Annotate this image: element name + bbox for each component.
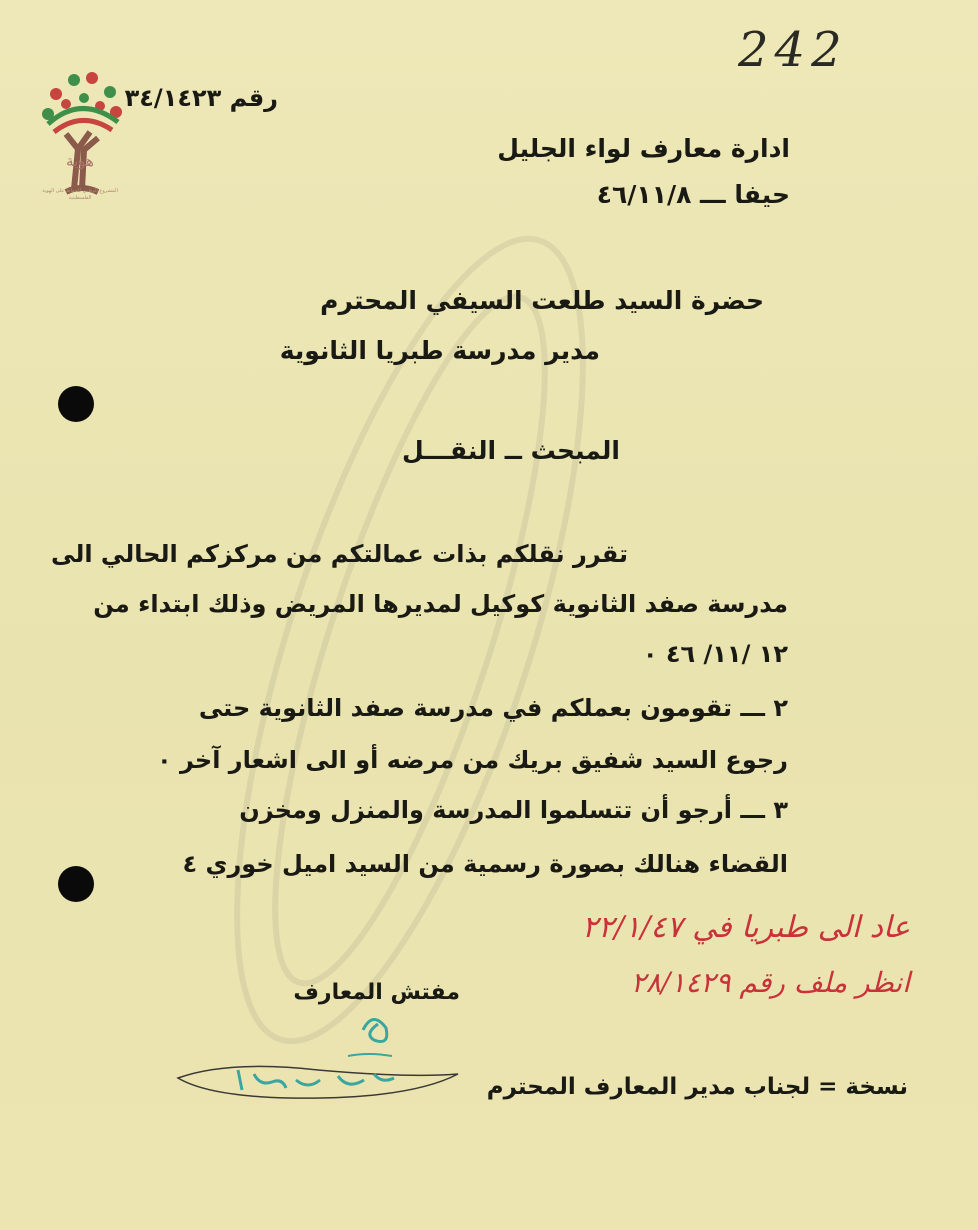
punch-hole-bottom [58, 866, 94, 902]
handwritten-note-2: انظر ملف رقم ٢٨/١٤٢٩ [630, 966, 910, 999]
subject-line: المبحث ــ النقـــل [401, 436, 620, 465]
recipient-role: مدير مدرسة طبريا الثانوية [279, 336, 600, 365]
body-line-3: ١٢ /١١/ ٤٦ ٠ [642, 640, 788, 668]
reference-number: رقم ٣٤/١٤٢٣ [124, 84, 278, 112]
body-line-5: رجوع السيد شفيق بريك من مرضه أو الى اشعار آخر ٠ [156, 746, 788, 774]
issuing-department: ادارة معارف لواء الجليل [497, 134, 790, 163]
recipient-salutation: حضرة السيد طلعت السيفي المحترم [320, 286, 764, 315]
body-line-2: مدرسة صفد الثانوية كوكيل لمديرها المريض وذلك ابتداء من [93, 590, 788, 618]
body-line-1: تقرر نقلكم بذات عمالتكم من مركزكم الحالي الى [51, 540, 628, 568]
handwritten-note-1: عاد الى طبريا في ٢٢/١/٤٧ [581, 910, 910, 945]
copy-line: نسخة = لجناب مدير المعارف المحترم [486, 1074, 908, 1100]
body-line-4: ٢ ـــ تقومون بعملكم في مدرسة صفد الثانوية حتى [198, 694, 788, 722]
watermark-stamp [150, 190, 670, 1090]
punch-hole-top [58, 386, 94, 422]
logo-word: هوية [66, 152, 94, 170]
page-number: 242 [738, 22, 848, 78]
logo-caption: المشروع الوطني للحفاظ على الهوية الفلسطينية [42, 188, 118, 201]
signature-mark [168, 1000, 468, 1120]
place-date: حيفا ـــ ٤٦/١١/٨ [596, 180, 790, 209]
body-line-6: ٣ ـــ أرجو أن تتسلموا المدرسة والمنزل ومخزن [239, 796, 788, 824]
signatory-title: مفتش المعارف [293, 980, 460, 1005]
body-line-7: القضاء هنالك بصورة رسمية من السيد اميل خوري ٤ [182, 850, 788, 878]
family-tree-icon [26, 54, 136, 204]
